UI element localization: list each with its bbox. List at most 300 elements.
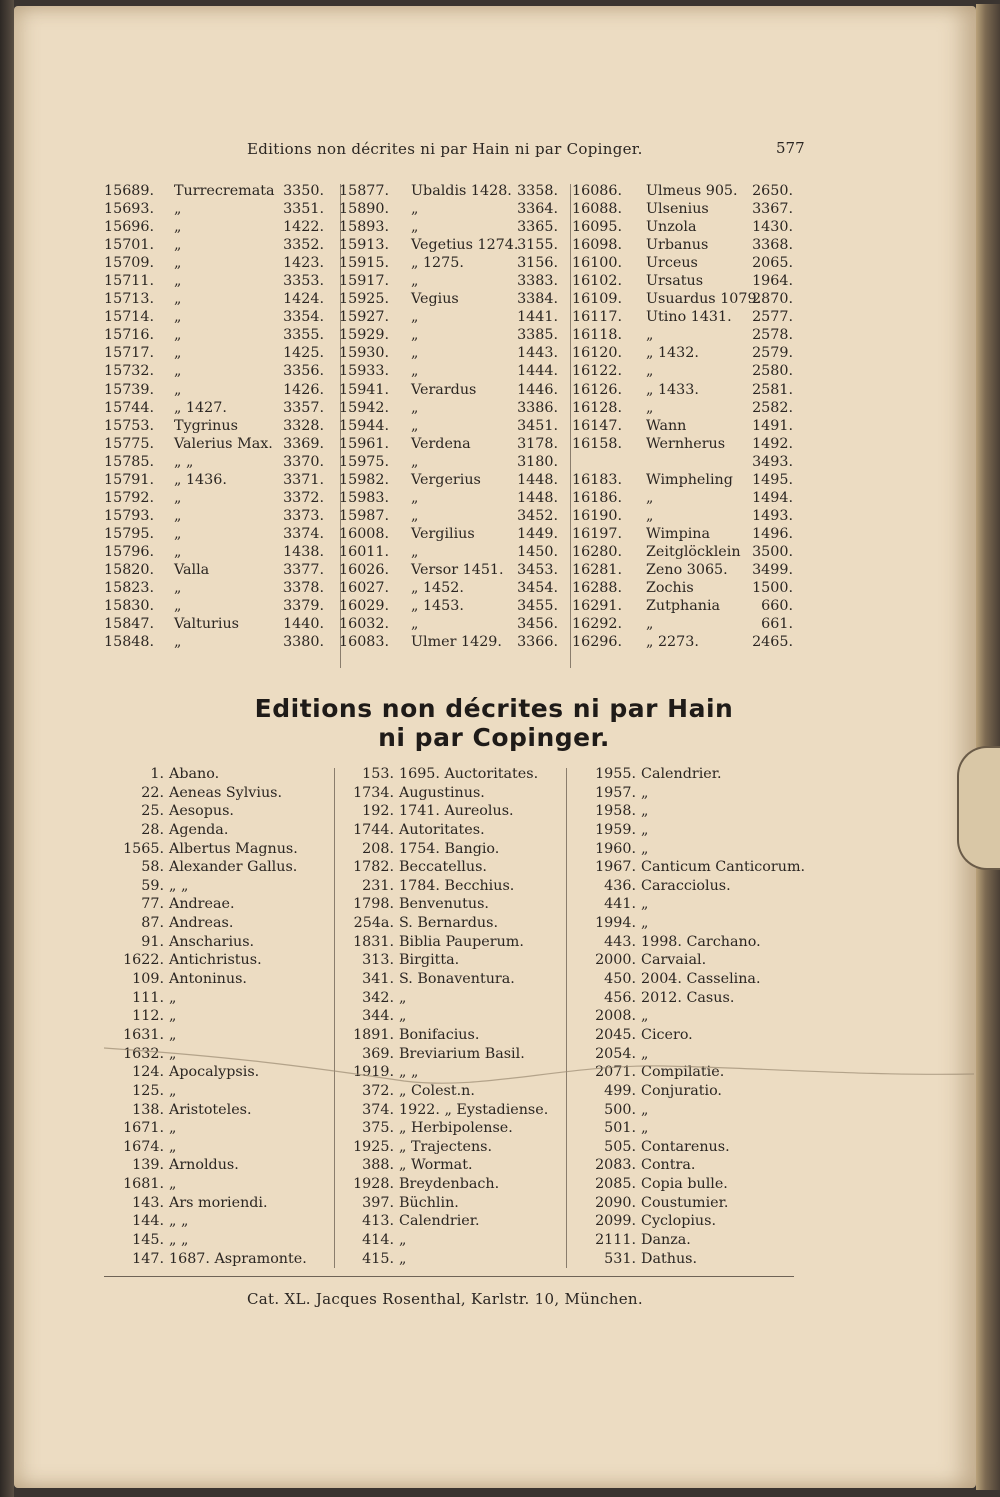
entry-reference: 1500. bbox=[752, 580, 793, 597]
edition-title: Canticum Canticorum. bbox=[641, 859, 806, 876]
entry-reference: 1425. bbox=[283, 345, 324, 362]
index-entry bbox=[339, 417, 558, 435]
entry-reference: 3365. bbox=[517, 219, 558, 236]
edition-entry bbox=[562, 765, 802, 784]
index-entry bbox=[339, 543, 558, 561]
entry-number: 15927. bbox=[339, 309, 390, 326]
edition-entry bbox=[332, 802, 564, 821]
edition-number: 2111. bbox=[595, 1232, 636, 1249]
edition-entry bbox=[104, 914, 334, 933]
edition-entry bbox=[562, 802, 802, 821]
index-entry bbox=[104, 272, 324, 290]
edition-entry bbox=[562, 1119, 802, 1138]
entry-name: „ bbox=[646, 327, 654, 344]
entry-reference: 3156. bbox=[517, 255, 558, 272]
edition-number: 1674. bbox=[123, 1138, 164, 1155]
index-entry bbox=[339, 525, 558, 543]
entry-name: „ bbox=[174, 580, 182, 597]
entry-reference: 2870. bbox=[752, 291, 793, 308]
entry-reference: 3455. bbox=[517, 598, 558, 615]
entry-name: „ „ bbox=[174, 453, 194, 470]
edition-entry bbox=[332, 1194, 564, 1213]
entry-name: „ 1436. bbox=[174, 471, 227, 488]
entry-name: „ 1432. bbox=[646, 345, 699, 362]
entry-number: 15930. bbox=[339, 345, 390, 362]
edition-title: 1687. Aspramonte. bbox=[169, 1250, 307, 1267]
entry-number: 16291. bbox=[572, 598, 623, 615]
edition-number: 505. bbox=[604, 1138, 636, 1155]
entry-name: „ bbox=[174, 507, 182, 524]
edition-entry bbox=[332, 1101, 564, 1120]
edition-entry bbox=[332, 895, 564, 914]
edition-title: Aesopus. bbox=[169, 803, 234, 820]
index-entry bbox=[572, 579, 793, 597]
edition-number: 1798. bbox=[353, 896, 394, 913]
entry-reference: 3380. bbox=[283, 634, 324, 651]
edition-entry bbox=[332, 933, 564, 952]
edition-title: Biblia Pauperum. bbox=[399, 933, 524, 950]
edition-title: Aristoteles. bbox=[169, 1101, 252, 1118]
entry-number: 15933. bbox=[339, 363, 390, 380]
entry-name: „ bbox=[411, 543, 419, 560]
edition-title: „ „ bbox=[169, 1232, 189, 1249]
entry-name: Vergerius bbox=[411, 471, 481, 488]
edition-entry bbox=[562, 784, 802, 803]
entry-reference: 3386. bbox=[517, 399, 558, 416]
edition-number: 415. bbox=[362, 1250, 394, 1267]
edition-number: 147. bbox=[132, 1250, 164, 1267]
index-entry bbox=[339, 615, 558, 633]
edition-number: 500. bbox=[604, 1101, 636, 1118]
entry-name: „ bbox=[411, 417, 419, 434]
edition-title: Albertus Magnus. bbox=[169, 840, 298, 857]
entry-name: Wimpina bbox=[646, 525, 711, 542]
entry-reference: 1491. bbox=[752, 417, 793, 434]
entry-number: 16147. bbox=[572, 417, 623, 434]
edition-title: „ bbox=[169, 989, 177, 1006]
entry-number: 15739. bbox=[104, 381, 155, 398]
entry-number: 16083. bbox=[339, 634, 390, 651]
edition-entry bbox=[104, 765, 334, 784]
edition-number: 1891. bbox=[353, 1026, 394, 1043]
edition-number: 436. bbox=[604, 877, 636, 894]
edition-title: „ bbox=[641, 821, 649, 838]
edition-entry bbox=[104, 1156, 334, 1175]
index-entry bbox=[104, 290, 324, 308]
entry-number: 15890. bbox=[339, 201, 390, 218]
edition-number: 1960. bbox=[595, 840, 636, 857]
edition-title: Alexander Gallus. bbox=[169, 859, 298, 876]
edition-number: 1622. bbox=[123, 952, 164, 969]
entry-reference: 1422. bbox=[283, 219, 324, 236]
entry-name: „ bbox=[411, 273, 419, 290]
entry-reference: 3328. bbox=[283, 417, 324, 434]
entry-reference: 3368. bbox=[752, 237, 793, 254]
entry-reference: 3385. bbox=[517, 327, 558, 344]
entry-name: „ 1275. bbox=[411, 255, 464, 272]
edition-title: Apocalypsis. bbox=[169, 1064, 260, 1081]
entry-reference: 1440. bbox=[283, 616, 324, 633]
entry-reference: 2465. bbox=[752, 634, 793, 651]
edition-entry bbox=[104, 1082, 334, 1101]
edition-entry bbox=[332, 821, 564, 840]
edition-entry bbox=[332, 914, 564, 933]
entry-number: 15982. bbox=[339, 471, 390, 488]
edition-title: „ bbox=[641, 1101, 649, 1118]
edition-title: Cicero. bbox=[641, 1026, 693, 1043]
page-number: 577 bbox=[776, 139, 805, 157]
index-entry bbox=[572, 290, 793, 308]
edition-column-3 bbox=[562, 765, 806, 1268]
edition-entry bbox=[332, 951, 564, 970]
entry-number: 16281. bbox=[572, 561, 623, 578]
entry-name: „ bbox=[411, 399, 419, 416]
entry-number: 16296. bbox=[572, 634, 623, 651]
entry-name: „ bbox=[174, 273, 182, 290]
edition-entry bbox=[104, 1194, 334, 1213]
edition-title: „ bbox=[399, 1250, 407, 1267]
entry-reference: 3367. bbox=[752, 201, 793, 218]
edition-title: „ bbox=[399, 989, 407, 1006]
index-entry bbox=[339, 633, 558, 651]
index-entry bbox=[104, 218, 324, 236]
index-entry bbox=[104, 362, 324, 380]
edition-title: 2004. Casselina. bbox=[641, 971, 761, 988]
entry-name: Turrecremata bbox=[174, 183, 275, 199]
edition-number: 374. bbox=[362, 1101, 394, 1118]
entry-number: 15893. bbox=[339, 219, 390, 236]
edition-title: „ „ bbox=[169, 877, 189, 894]
edition-entry bbox=[562, 1194, 802, 1213]
edition-entry bbox=[104, 1007, 334, 1026]
index-entry bbox=[339, 489, 558, 507]
entry-name: Valerius Max. bbox=[174, 435, 273, 452]
edition-title: „ bbox=[641, 784, 649, 801]
index-entry bbox=[572, 543, 793, 561]
entry-name: Zeno 3065. bbox=[646, 561, 728, 578]
edition-entry bbox=[332, 1007, 564, 1026]
entry-reference: 3357. bbox=[283, 399, 324, 416]
entry-number: 16095. bbox=[572, 219, 623, 236]
entry-reference: 3178. bbox=[517, 435, 558, 452]
index-entry bbox=[104, 381, 324, 399]
edition-title: Abano. bbox=[169, 766, 220, 782]
entry-reference: 2065. bbox=[752, 255, 793, 272]
entry-reference: 3454. bbox=[517, 580, 558, 597]
entry-name: Vergilius bbox=[411, 525, 475, 542]
entry-number: 15975. bbox=[339, 453, 390, 470]
edition-number: 2085. bbox=[595, 1176, 636, 1193]
index-entry bbox=[572, 633, 793, 651]
index-column-2 bbox=[339, 182, 558, 651]
edition-number: 342. bbox=[362, 989, 394, 1006]
edition-entry bbox=[562, 989, 802, 1008]
entry-number: 15929. bbox=[339, 327, 390, 344]
entry-number: 16117. bbox=[572, 309, 623, 326]
entry-name: Vegetius 1274. bbox=[411, 237, 519, 254]
index-entry bbox=[339, 308, 558, 326]
page-tab bbox=[957, 746, 1000, 870]
index-entry bbox=[572, 254, 793, 272]
entry-number: 15915. bbox=[339, 255, 390, 272]
index-entry bbox=[339, 326, 558, 344]
edition-entry bbox=[104, 1231, 334, 1250]
entry-reference: 1446. bbox=[517, 381, 558, 398]
entry-name: „ 1453. bbox=[411, 598, 464, 615]
edition-entry bbox=[562, 1007, 802, 1026]
edition-number: 145. bbox=[132, 1232, 164, 1249]
edition-entry bbox=[332, 1212, 564, 1231]
edition-number: 1681. bbox=[123, 1176, 164, 1193]
edition-title: „ „ bbox=[169, 1213, 189, 1230]
index-entry bbox=[572, 344, 793, 362]
edition-title: Antoninus. bbox=[169, 971, 247, 988]
entry-reference: 1430. bbox=[752, 219, 793, 236]
edition-number: 531. bbox=[604, 1250, 636, 1267]
entry-name: „ bbox=[411, 616, 419, 633]
edition-number: 2054. bbox=[595, 1045, 636, 1062]
edition-number: 501. bbox=[604, 1120, 636, 1137]
entry-number: 16292. bbox=[572, 616, 623, 633]
edition-title: „ Trajectens. bbox=[399, 1138, 493, 1155]
edition-entry bbox=[562, 895, 802, 914]
entry-name: Vegius bbox=[411, 291, 459, 308]
edition-number: 375. bbox=[362, 1120, 394, 1137]
entry-reference: 2581. bbox=[752, 381, 793, 398]
index-column-3 bbox=[572, 182, 793, 651]
index-entry bbox=[104, 326, 324, 344]
entry-name: „ bbox=[411, 345, 419, 362]
edition-number: 1958. bbox=[595, 803, 636, 820]
entry-reference: 3371. bbox=[283, 471, 324, 488]
edition-number: 372. bbox=[362, 1082, 394, 1099]
edition-entry bbox=[562, 1138, 802, 1157]
edition-number: 1744. bbox=[353, 821, 394, 838]
entry-name: „ bbox=[174, 489, 182, 506]
edition-title: „ Wormat. bbox=[399, 1157, 473, 1174]
column-divider bbox=[570, 184, 571, 668]
edition-entry bbox=[104, 858, 334, 877]
entry-reference: 3364. bbox=[517, 201, 558, 218]
edition-entry bbox=[332, 1250, 564, 1269]
entry-number: 15693. bbox=[104, 201, 155, 218]
entry-name: „ bbox=[174, 598, 182, 615]
entry-name: Unzola bbox=[646, 219, 697, 236]
index-entry bbox=[104, 182, 324, 200]
edition-entry bbox=[562, 1045, 802, 1064]
edition-entry bbox=[562, 840, 802, 859]
edition-entry bbox=[104, 877, 334, 896]
edition-number: 58. bbox=[141, 859, 164, 876]
edition-number: 144. bbox=[132, 1213, 164, 1230]
entry-number: 15987. bbox=[339, 507, 390, 524]
edition-title: Beccatellus. bbox=[399, 859, 487, 876]
edition-title: „ bbox=[641, 1120, 649, 1137]
edition-entry bbox=[332, 840, 564, 859]
entry-reference: 1493. bbox=[752, 507, 793, 524]
entry-reference: 3499. bbox=[752, 561, 793, 578]
edition-number: 313. bbox=[362, 952, 394, 969]
edition-number: 1565. bbox=[123, 840, 164, 857]
entry-reference: 2577. bbox=[752, 309, 793, 326]
entry-number: 15701. bbox=[104, 237, 155, 254]
edition-number: 1994. bbox=[595, 915, 636, 932]
entry-name: „ 1427. bbox=[174, 399, 227, 416]
entry-reference: 1495. bbox=[752, 471, 793, 488]
edition-title: Arnoldus. bbox=[169, 1157, 239, 1174]
edition-entry bbox=[104, 1101, 334, 1120]
entry-number: 15830. bbox=[104, 598, 155, 615]
entry-number: 15944. bbox=[339, 417, 390, 434]
entry-reference: 3453. bbox=[517, 561, 558, 578]
entry-number: 16008. bbox=[339, 525, 390, 542]
index-entry bbox=[339, 579, 558, 597]
entry-number: 16158. bbox=[572, 435, 623, 452]
edition-entry bbox=[104, 1026, 334, 1045]
edition-title: Birgitta. bbox=[399, 952, 460, 969]
edition-number: 112. bbox=[132, 1008, 164, 1025]
index-entry bbox=[339, 236, 558, 254]
entry-number: 15791. bbox=[104, 471, 155, 488]
entry-name: „ bbox=[174, 525, 182, 542]
entry-name: „ bbox=[411, 507, 419, 524]
entry-name: „ bbox=[411, 219, 419, 236]
edition-title: „ bbox=[169, 1120, 177, 1137]
index-entry bbox=[339, 218, 558, 236]
entry-number: 16183. bbox=[572, 471, 623, 488]
index-entry bbox=[572, 236, 793, 254]
edition-column-2 bbox=[332, 765, 564, 1268]
edition-title: S. Bernardus. bbox=[399, 915, 498, 932]
edition-entry bbox=[562, 933, 802, 952]
edition-number: 254a. bbox=[353, 915, 394, 932]
index-entry bbox=[104, 236, 324, 254]
entry-reference: 1444. bbox=[517, 363, 558, 380]
entry-number: 16190. bbox=[572, 507, 623, 524]
edition-number: 2008. bbox=[595, 1008, 636, 1025]
edition-title: „ bbox=[169, 1082, 177, 1099]
entry-number: 15848. bbox=[104, 634, 155, 651]
book-gutter bbox=[0, 0, 14, 1497]
entry-name: Wimpheling bbox=[646, 471, 733, 488]
edition-title: 2012. Casus. bbox=[641, 989, 735, 1006]
entry-reference: 3377. bbox=[283, 561, 324, 578]
edition-number: 341. bbox=[362, 971, 394, 988]
entry-number: 16280. bbox=[572, 543, 623, 560]
edition-title: „ bbox=[641, 1045, 649, 1062]
entry-reference: 1449. bbox=[517, 525, 558, 542]
edition-number: 22. bbox=[141, 784, 164, 801]
index-entry bbox=[339, 272, 558, 290]
entry-reference: 3358. bbox=[517, 183, 558, 199]
edition-number: 1957. bbox=[595, 784, 636, 801]
entry-number: 16186. bbox=[572, 489, 623, 506]
edition-title: „ bbox=[641, 915, 649, 932]
index-entry bbox=[339, 507, 558, 525]
entry-name: Ursatus bbox=[646, 273, 704, 290]
entry-number: 15961. bbox=[339, 435, 390, 452]
edition-entry bbox=[562, 1156, 802, 1175]
entry-number: 15796. bbox=[104, 543, 155, 560]
edition-number: 111. bbox=[132, 989, 164, 1006]
entry-number: 15744. bbox=[104, 399, 155, 416]
edition-number: 397. bbox=[362, 1194, 394, 1211]
entry-name: „ bbox=[174, 634, 182, 651]
entry-number: 15823. bbox=[104, 580, 155, 597]
entry-number: 16032. bbox=[339, 616, 390, 633]
index-entry bbox=[339, 362, 558, 380]
edition-number: 2090. bbox=[595, 1194, 636, 1211]
entry-name: „ bbox=[174, 381, 182, 398]
edition-number: 2083. bbox=[595, 1157, 636, 1174]
entry-name: „ bbox=[646, 363, 654, 380]
index-entry bbox=[104, 579, 324, 597]
edition-entry bbox=[104, 1119, 334, 1138]
entry-name: „ bbox=[174, 345, 182, 362]
entry-name: Wann bbox=[646, 417, 687, 434]
entry-number: 16120. bbox=[572, 345, 623, 362]
entry-number: 16109. bbox=[572, 291, 623, 308]
entry-reference: 3378. bbox=[283, 580, 324, 597]
entry-name: Ulmer 1429. bbox=[411, 634, 502, 651]
footer-imprint: Cat. XL. Jacques Rosenthal, Karlstr. 10, München. bbox=[247, 1290, 643, 1308]
entry-number: 16026. bbox=[339, 561, 390, 578]
catalog-page bbox=[14, 6, 976, 1488]
edition-title: Anscharius. bbox=[169, 933, 255, 950]
edition-entry bbox=[104, 802, 334, 821]
edition-entry bbox=[562, 1101, 802, 1120]
entry-reference: 1438. bbox=[283, 543, 324, 560]
edition-title: Büchlin. bbox=[399, 1194, 459, 1211]
entry-reference: 3384. bbox=[517, 291, 558, 308]
entry-number: 15925. bbox=[339, 291, 390, 308]
index-entry bbox=[572, 417, 793, 435]
edition-number: 59. bbox=[141, 877, 164, 894]
entry-number: 15713. bbox=[104, 291, 155, 308]
index-entry bbox=[572, 362, 793, 380]
entry-name: „ bbox=[411, 309, 419, 326]
entry-number: 16011. bbox=[339, 543, 390, 560]
entry-number: 15877. bbox=[339, 183, 390, 199]
index-entry bbox=[104, 615, 324, 633]
entry-reference: 1964. bbox=[752, 273, 793, 290]
entry-name: „ 1452. bbox=[411, 580, 464, 597]
entry-number: 15714. bbox=[104, 309, 155, 326]
edition-title: 1695. Auctoritates. bbox=[399, 766, 539, 782]
edition-title: Agenda. bbox=[169, 821, 229, 838]
edition-title: Contarenus. bbox=[641, 1138, 730, 1155]
index-entry bbox=[104, 489, 324, 507]
index-entry bbox=[339, 399, 558, 417]
edition-title: Calendrier. bbox=[399, 1213, 480, 1230]
index-entry bbox=[104, 435, 324, 453]
edition-number: 1. bbox=[150, 766, 164, 782]
entry-number: 15917. bbox=[339, 273, 390, 290]
entry-reference: 2582. bbox=[752, 399, 793, 416]
edition-title: „ bbox=[641, 840, 649, 857]
entry-reference: 3373. bbox=[283, 507, 324, 524]
entry-reference: 3452. bbox=[517, 507, 558, 524]
edition-number: 414. bbox=[362, 1232, 394, 1249]
edition-title: „ bbox=[641, 1008, 649, 1025]
index-column-1 bbox=[104, 182, 324, 651]
index-entry bbox=[104, 507, 324, 525]
edition-number: 499. bbox=[604, 1082, 636, 1099]
edition-number: 344. bbox=[362, 1008, 394, 1025]
edition-title: Andreae. bbox=[169, 896, 235, 913]
entry-name: Valla bbox=[174, 561, 210, 578]
edition-number: 1967. bbox=[595, 859, 636, 876]
